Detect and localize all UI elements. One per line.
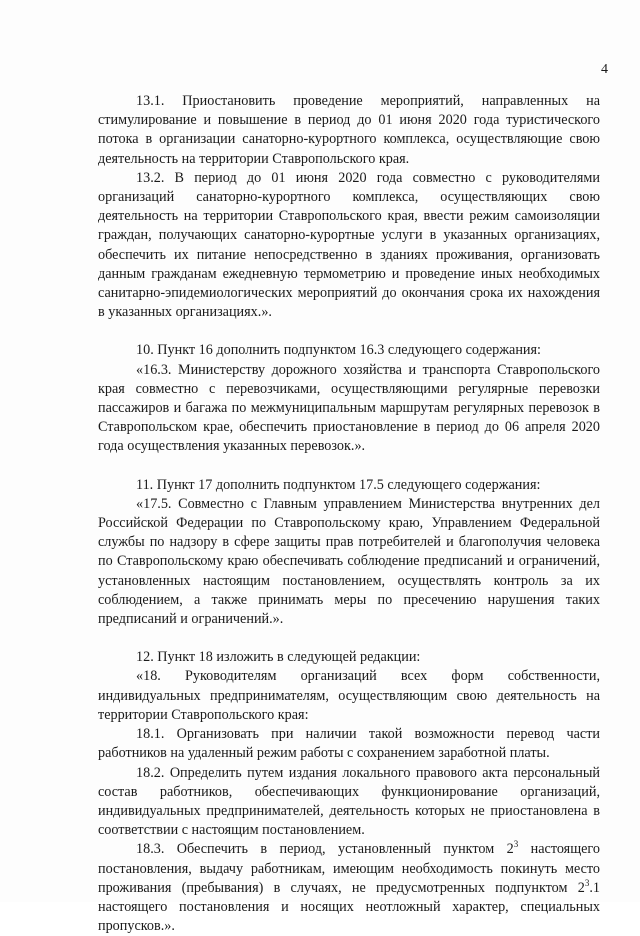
- paragraph-18-2: 18.2. Определить путем издания локального правового акта персональный состав работников, обеспечивающих функционирование организаций, индивидуальных предпринимателей, деятельность которых не приостановлена в соответствии с настоящим постановлением.: [98, 764, 600, 839]
- paragraph-12: 12. Пункт 18 изложить в следующей редакции:: [136, 649, 421, 666]
- paragraph-11: 11. Пункт 17 дополнить подпунктом 17.5 следующего содержания:: [136, 476, 541, 493]
- paragraph-18-3-part2: настоящего постановления, выдачу работникам, имеющим необходимость покинуть место проживания (пребывания) в случаях, не предусмотренных подпунктом 2: [98, 841, 600, 896]
- paragraph-18: «18. Руководителям организаций всех форм собственности, индивидуальных предпринимателям, осуществляющим свою деятельность на территории Ставропольского края:: [98, 668, 600, 723]
- paragraph-18-3-part1: 18.3. Обеспечить в период, установленный пунктом 2: [136, 841, 514, 858]
- paragraph-10: 10. Пункт 16 дополнить подпунктом 16.3 следующего содержания:: [136, 342, 541, 359]
- paragraph-13-2: 13.2. В период до 01 июня 2020 года совместно с руководителями организаций санаторно-курортного комплекса, осуществляющих свою деятельность на территории Ставропольского края, ввести режим самоизоляции граждан, получающих санаторно-курортные услуги в указанных организациях, обеспечить их питание непосредственно в зданиях проживания, организовать данным гражданам ежедневную термометрию и проведение иных необходимых санитарно-эпидемиологических мероприятий до окончания срока их нахождения в указанных организациях.».: [98, 169, 600, 321]
- paragraph-16-3: «16.3. Министерству дорожного хозяйства и транспорта Ставропольского края совместно с перевозчиками, осуществляющими регулярные перевозки пассажиров и багажа по межмуниципальным маршрутам регулярных перевозок в Ставропольском крае, обеспечить приостановление в период до 06 апреля 2020 года осуществления указанных перевозок.».: [98, 361, 600, 455]
- document-body: [98, 92, 600, 936]
- superscript-3-second: 3: [584, 877, 590, 888]
- paragraph-13-1: 13.1. Приостановить проведение мероприятий, направленных на стимулирование и повышение в период до 01 июня 2020 года туристического потока в организации санаторно-курортного комплекса, осуществляющие свою деятельность на территории Ставропольского края.: [98, 93, 600, 167]
- paragraph-18-3-part3: .1 настоящего постановления и носящих неотложный характер, специальных пропусков.».: [98, 879, 600, 935]
- paragraph-17-5: «17.5. Совместно с Главным управлением Министерства внутренних дел Российской Федерации по Ставропольскому краю, Управлением Федеральной службы по надзору в сфере защиты прав потребителей и благополучия человека по Ставропольскому краю обеспечивать соблюдение предписаний и ограничений, установленных настоящим постановлением, осуществлять контроль за их соблюдением, а также принимать меры по пресечению нарушения таких предписаний и ограничений.».: [98, 495, 600, 628]
- paragraph-18-3: [98, 840, 600, 936]
- superscript-3: 3: [513, 839, 519, 850]
- paragraph-18-1: 18.1. Организовать при наличии такой возможности перевод части работников на удаленный режим работы с сохранением заработной платы.: [98, 726, 600, 762]
- page-number: 4: [601, 62, 608, 77]
